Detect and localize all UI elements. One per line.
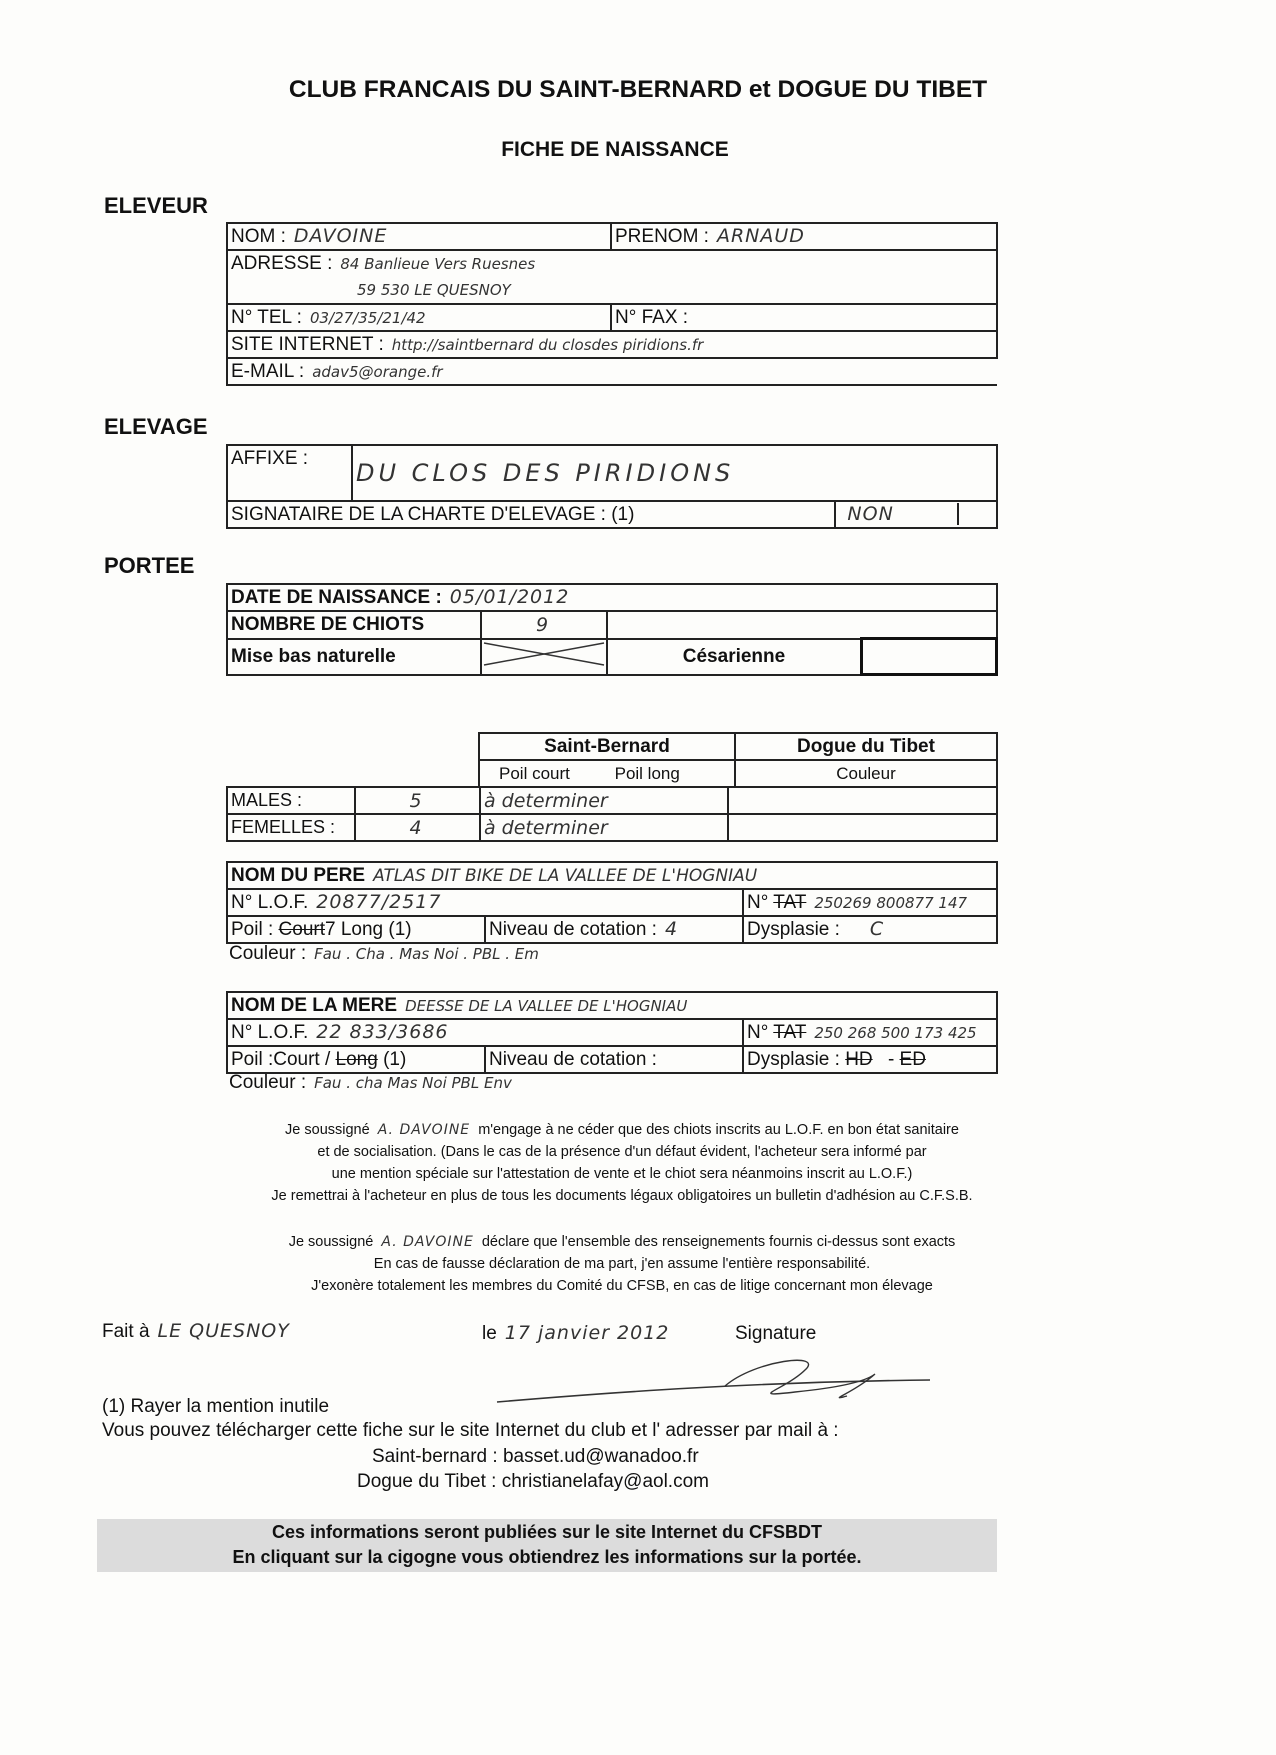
info-banner xyxy=(97,1519,997,1572)
site-cell xyxy=(227,331,997,358)
email-cell xyxy=(227,358,997,385)
pere-poil-cell xyxy=(227,916,485,943)
chiots-empty xyxy=(607,611,997,639)
engagement-2-line2: En cas de fausse déclaration de ma part, j'en assume l'entière responsabilité. xyxy=(373,1256,871,1272)
signature-scribble-icon xyxy=(495,1352,935,1407)
date-signature xyxy=(482,1322,669,1345)
mise-bas-label: Mise bas naturelle xyxy=(227,639,481,675)
dt-header: Dogue du Tibet xyxy=(735,733,997,760)
engagement-1-prefix: Je soussigné xyxy=(285,1122,370,1138)
date-cell xyxy=(227,584,997,611)
charte-label: SIGNATAIRE DE LA CHARTE D'ELEVAGE : (1) xyxy=(227,501,835,528)
mere-poil-cell xyxy=(227,1046,485,1073)
pere-cotation-label: Niveau de cotation : xyxy=(489,919,657,940)
mere-label: NOM DE LA MERE xyxy=(231,994,398,1016)
mere-dysplasie-struck2: ED xyxy=(899,1048,926,1070)
mere-tat-value: 250 268 500 173 425 xyxy=(814,1023,977,1042)
section-portee: PORTEE xyxy=(104,553,195,578)
pere-tat-struck: TAT xyxy=(773,891,807,913)
nom-cell xyxy=(227,223,611,250)
affixe-value: DU CLOS DES PIRIDIONS xyxy=(352,445,997,501)
femelles-couleur xyxy=(728,814,997,841)
engagement-1-line4: Je remettrai à l'acheteur en plus de tous les documents légaux obligatoires un bulletin d'adhésion au C.F.S.B. xyxy=(271,1188,973,1204)
pere-couleur-label: Couleur : xyxy=(229,943,307,964)
adresse-cell xyxy=(227,250,997,304)
tel-value: 03/27/35/21/42 xyxy=(309,308,426,327)
tel-label: N° TEL : xyxy=(231,306,302,328)
sb-header: Saint-Bernard xyxy=(479,733,735,760)
pere-poil-rest: 7 Long (1) xyxy=(325,918,412,940)
engagement-1-line2: et de socialisation. (Dans le cas de la présence d'un défaut évident, l'acheteur sera informé par xyxy=(317,1144,927,1160)
chiots-value: 9 xyxy=(481,611,607,639)
adresse-line1: 84 Banlieue Vers Ruesnes xyxy=(340,255,536,273)
engagement-1-text: m'engage à ne céder que des chiots inscrits au L.O.F. en bon état sanitaire xyxy=(478,1122,959,1138)
engagement-paragraph-1 xyxy=(72,1119,1172,1207)
cesarienne-checkbox[interactable] xyxy=(862,639,997,675)
form-title: CLUB FRANCAIS DU SAINT-BERNARD et DOGUE DU TIBET xyxy=(288,76,988,103)
pere-dysplasie-label: Dysplasie : xyxy=(747,919,840,940)
pere-lof-cell xyxy=(227,889,743,916)
banner-line1: Ces informations seront publiées sur le site Internet du CFSBDT xyxy=(271,1522,823,1542)
mere-poil-rest: (1) xyxy=(383,1048,407,1070)
pere-label: NOM DU PERE xyxy=(231,864,366,886)
contact-sb-email[interactable]: basset.ud@wanadoo.fr xyxy=(502,1446,699,1467)
engagement-paragraph-2 xyxy=(72,1231,1172,1297)
mention-note: (1) Rayer la mention inutile xyxy=(102,1396,330,1417)
prenom-label: PRENOM : xyxy=(615,226,709,247)
prenom-cell xyxy=(611,223,997,250)
mere-couleur-value: Fau . cha Mas Noi PBL Env xyxy=(314,1074,512,1092)
mere-poil-struck: Long xyxy=(335,1048,378,1070)
mere-name-cell xyxy=(227,992,997,1019)
pere-poil-prefix: Poil : xyxy=(231,918,274,940)
mere-dysplasie-label: Dysplasie : xyxy=(747,1048,840,1070)
pere-value: ATLAS DIT BIKE DE LA VALLEE DE L'HOGNIAU xyxy=(373,865,758,886)
site-label: SITE INTERNET : xyxy=(231,333,384,355)
males-label: MALES : xyxy=(227,787,355,814)
pere-dysplasie-value: C xyxy=(869,918,885,940)
mere-tat-cell xyxy=(743,1019,997,1046)
eleveur-table xyxy=(226,222,998,386)
pere-tat-value: 250269 800877 147 xyxy=(814,893,968,912)
mere-dysplasie-sep: - xyxy=(887,1048,895,1070)
cesarienne-label: Césarienne xyxy=(607,639,862,675)
pere-lof-value: 20877/2517 xyxy=(316,891,442,913)
portee-table xyxy=(226,583,998,676)
nom-label: NOM : xyxy=(231,226,286,247)
engagement-2-line3: J'exonère totalement les membres du Comité du CFSB, en cas de litige concernant mon élevage xyxy=(311,1278,933,1294)
mere-tat-struck: TAT xyxy=(773,1021,807,1043)
contact-sb xyxy=(372,1446,699,1468)
males-value: 5 xyxy=(355,787,480,814)
contact-sb-label: Saint-bernard : xyxy=(372,1446,498,1467)
elevage-table xyxy=(226,444,998,529)
section-elevage: ELEVAGE xyxy=(104,414,208,439)
fait-a xyxy=(102,1320,290,1343)
poil-court-header: Poil court xyxy=(499,763,570,783)
signature-label: Signature xyxy=(735,1323,817,1344)
banner-line2: En cliquant sur la cigogne vous obtiendrez les informations sur la portée. xyxy=(232,1547,862,1567)
engagement-2-name: A. DAVOINE xyxy=(381,1234,474,1250)
couleur-header: Couleur xyxy=(735,760,997,787)
pere-table xyxy=(226,861,998,944)
tel-cell xyxy=(227,304,611,331)
section-eleveur: ELEVEUR xyxy=(104,193,208,218)
mere-poil-prefix: Poil :Court / xyxy=(231,1048,331,1070)
site-value: http://saintbernard du closdes piridions.fr xyxy=(391,335,704,354)
date-value: 05/01/2012 xyxy=(449,586,570,608)
charte-value-cell xyxy=(835,501,997,528)
fait-label: Fait à xyxy=(102,1321,150,1342)
poil-headers xyxy=(479,760,735,787)
fax-value xyxy=(688,306,696,328)
races-count-table xyxy=(226,786,998,842)
cross-mark-icon xyxy=(482,640,606,668)
adresse-line2: 59 530 LE QUESNOY xyxy=(357,281,511,299)
pere-name-cell xyxy=(227,862,997,889)
mere-cotation-cell xyxy=(485,1046,743,1073)
contact-dt xyxy=(357,1471,709,1493)
prenom-value: ARNAUD xyxy=(716,225,805,247)
mere-couleur xyxy=(229,1072,512,1094)
adresse-label: ADRESSE : xyxy=(231,253,333,274)
pere-dysplasie-cell xyxy=(743,916,997,943)
contact-dt-label: Dogue du Tibet : xyxy=(357,1471,497,1492)
mere-value: DEESSE DE LA VALLEE DE L'HOGNIAU xyxy=(405,996,688,1015)
mere-cotation-label: Niveau de cotation : xyxy=(489,1049,657,1070)
pere-lof-label: N° L.O.F. xyxy=(231,892,309,913)
mere-lof-value: 22 833/3686 xyxy=(316,1021,449,1043)
mere-dysplasie-struck1: HD xyxy=(845,1048,873,1070)
pere-tat-prefix: N° xyxy=(747,891,769,913)
femelles-value: 4 xyxy=(355,814,480,841)
le-label: le xyxy=(482,1323,497,1344)
engagement-1-line3: une mention spéciale sur l'attestation de vente et le chiot sera néanmoins inscrit au L.O.F.) xyxy=(331,1166,913,1182)
engagement-2-text: déclare que l'ensemble des renseignements fournis ci-dessus sont exacts xyxy=(481,1234,956,1250)
mere-dysplasie-cell xyxy=(743,1046,997,1073)
pere-couleur-value: Fau . Cha . Mas Noi . PBL . Em xyxy=(314,945,539,963)
contact-dt-email[interactable]: christianelafay@aol.com xyxy=(501,1471,709,1492)
engagement-1-name: A. DAVOINE xyxy=(377,1122,471,1138)
email-label: E-MAIL : xyxy=(231,360,305,382)
pere-cotation-value: 4 xyxy=(664,918,679,940)
femelles-label: FEMELLES : xyxy=(227,814,355,841)
mere-lof-cell xyxy=(227,1019,743,1046)
fax-cell xyxy=(611,304,997,331)
le-value: 17 janvier 2012 xyxy=(504,1322,670,1344)
form-subtitle: FICHE DE NAISSANCE xyxy=(501,138,729,161)
nom-value: DAVOINE xyxy=(293,225,388,247)
affixe-label: AFFIXE : xyxy=(227,445,352,501)
chiots-label: NOMBRE DE CHIOTS xyxy=(227,611,481,639)
mere-table xyxy=(226,991,998,1074)
download-note: Vous pouvez télécharger cette fiche sur le site Internet du club et l' adresser par mail à : xyxy=(102,1420,839,1441)
engagement-2-line1 xyxy=(72,1231,1172,1253)
email-value: adav5@orange.fr xyxy=(312,362,443,381)
pere-poil-struck: Court xyxy=(278,918,325,940)
pere-couleur xyxy=(229,943,539,965)
engagement-1-line1 xyxy=(72,1119,1172,1141)
fait-value: LE QUESNOY xyxy=(157,1320,290,1342)
date-label: DATE DE NAISSANCE : xyxy=(231,587,442,608)
femelles-poil: à determiner xyxy=(480,814,728,841)
fax-label: N° FAX : xyxy=(615,307,689,328)
pere-tat-cell xyxy=(743,889,997,916)
mere-tat-prefix: N° xyxy=(747,1021,769,1043)
mere-couleur-label: Couleur : xyxy=(229,1072,307,1093)
engagement-2-prefix: Je soussigné xyxy=(288,1234,374,1250)
males-couleur xyxy=(728,787,997,814)
charte-value: NON xyxy=(839,503,959,525)
males-poil: à determiner xyxy=(480,787,728,814)
pere-cotation-cell xyxy=(485,916,743,943)
races-header-table xyxy=(478,732,998,788)
poil-long-header: Poil long xyxy=(614,763,680,783)
mere-cotation-value xyxy=(657,1048,665,1070)
mere-lof-label: N° L.O.F. xyxy=(231,1022,309,1043)
mise-bas-checkbox[interactable] xyxy=(481,639,607,675)
